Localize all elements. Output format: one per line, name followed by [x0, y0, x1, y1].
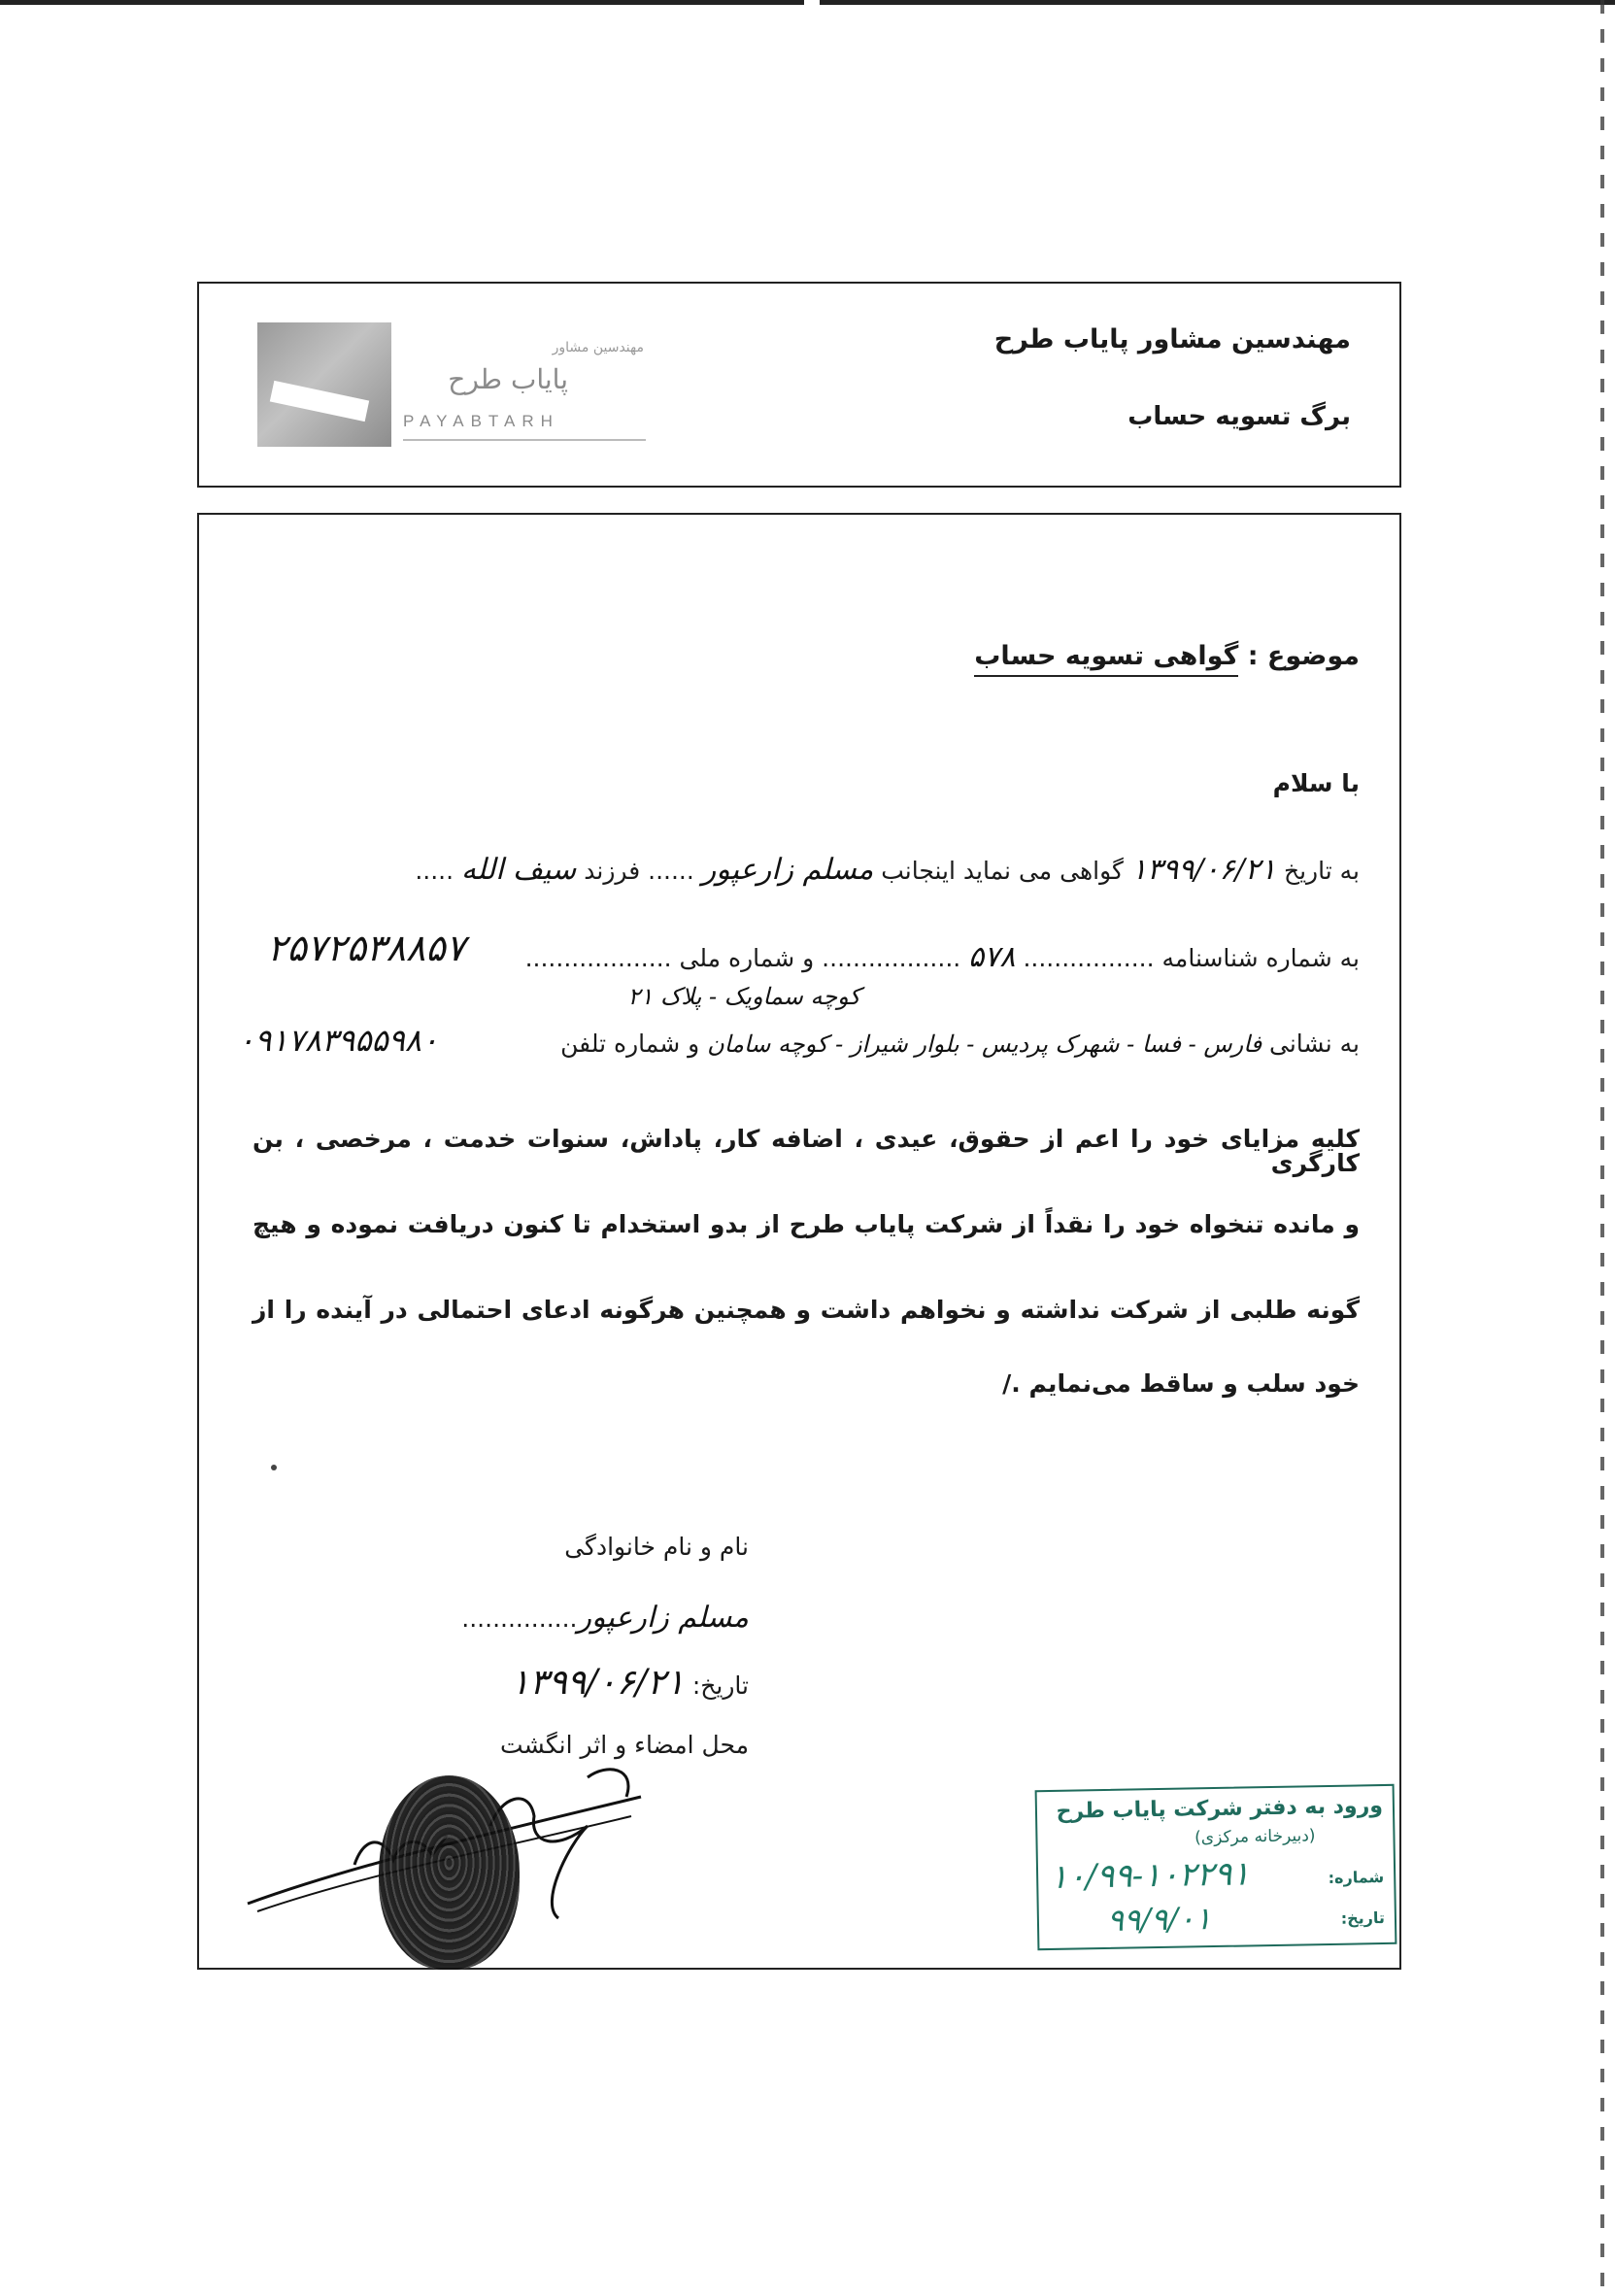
certify-text: گواهی می نماید اینجانب [881, 857, 1124, 885]
paragraph-4: خود سلب و ساقط می‌نمایم ./ [1002, 1369, 1360, 1398]
person-name: مسلم زارعپور [701, 853, 874, 887]
subject-label: موضوع : [1247, 641, 1360, 671]
stamp-number-value: ۱۰/۹۹-۱۰۲۲۹۱ [1049, 1854, 1251, 1897]
address-row [560, 1030, 1360, 1058]
signer-name: مسلم زارعپور [577, 1601, 749, 1635]
stamp-subtitle: (دبیرخانه مرکزی) [1194, 1826, 1316, 1848]
name-label: نام و نام خانوادگی [564, 1533, 749, 1561]
paragraph-1: کلیه مزایای خود را اعم از حقوق، عیدی ، اضافه کار، پاداش، سنوات خدمت ، مرخصی ، بن کارگری [252, 1125, 1360, 1177]
paragraph-2: و مانده تنخواه خود را نقداً از شرکت پایاب طرح از بدو استخدام تا کنون دریافت نموده و هیچ [252, 1210, 1360, 1238]
stamp-date-value: ۹۹/۹/۰۱ [1106, 1900, 1212, 1939]
phone-label: و شماره تلفن [560, 1030, 700, 1058]
scan-edge-top [0, 0, 1615, 5]
address-value: فارس - فسا - شهرک پردیس - بلوار شیراز - کوچه سامان [707, 1030, 1262, 1058]
fingerprint-icon [379, 1775, 520, 1970]
salutation: با سلام [1272, 769, 1360, 797]
phone-value: ۰۹۱۷۸۳۹۵۵۹۸۰ [238, 1022, 439, 1059]
logo-underline [403, 439, 646, 441]
logo-mark-icon [257, 322, 391, 447]
scan-edge-right [1600, 0, 1604, 2296]
stamp-title: ورود به دفتر شرکت پایاب طرح [1056, 1793, 1384, 1824]
sign-place-label: محل امضاء و اثر انگشت [500, 1731, 749, 1759]
letter-body [197, 513, 1401, 1970]
date-prefix: به تاریخ [1283, 857, 1360, 885]
logo-text-en: PAYABTARH [403, 412, 559, 430]
sign-date-label: تاریخ: [691, 1671, 749, 1700]
logo-text-small: مهندسین مشاور [552, 340, 644, 355]
form-title: برگ تسویه حساب [1127, 402, 1351, 431]
letterhead-box [197, 282, 1401, 488]
subject-value: گواهی تسویه حساب [974, 641, 1238, 677]
company-logo [257, 322, 656, 449]
company-name: مهندسین مشاور پایاب طرح [993, 324, 1351, 355]
id-number-label: به شماره شناسنامه [1161, 944, 1360, 972]
subject-line [974, 641, 1360, 671]
address-extra: کوچه سماویک - پلاک ۲۱ [627, 983, 860, 1010]
logo-text-fa: پایاب طرح [448, 363, 568, 395]
address-label: به نشانی [1269, 1030, 1360, 1058]
stamp-date-label: تاریخ: [1340, 1908, 1386, 1928]
id-row: به شماره شناسنامه ................. ۵۷۸ .................. و شماره ملی ................... [524, 940, 1360, 974]
signer-name-row: مسلم زارعپور............... [461, 1601, 749, 1635]
paragraph-3: گونه طلبی از شرکت نداشته و نخواهم داشت و همچنین هرگونه ادعای احتمالی در آینده را از [252, 1296, 1360, 1324]
national-id-value: ۲۵۷۲۵۳۸۸۵۷ [267, 927, 466, 969]
father-name: سیف الله [461, 853, 577, 887]
sign-date-value: ۱۳۹۹/۰۶/۲۱ [510, 1663, 685, 1703]
stamp-number-label: شماره: [1328, 1867, 1385, 1887]
date-value: ۱۳۹۹/۰۶/۲۱ [1130, 853, 1276, 887]
child-of-label: فرزند [584, 857, 641, 885]
national-id-label: و شماره ملی [679, 944, 815, 972]
date-name-row: به تاریخ ۱۳۹۹/۰۶/۲۱ گواهی می نماید اینجانب مسلم زارعپور ...... فرزند سیف الله ..... [415, 853, 1360, 887]
sign-date-row [511, 1663, 749, 1703]
registry-stamp [1035, 1784, 1397, 1950]
scan-speck [271, 1465, 277, 1470]
id-number-value: ۵۷۸ [968, 940, 1016, 974]
